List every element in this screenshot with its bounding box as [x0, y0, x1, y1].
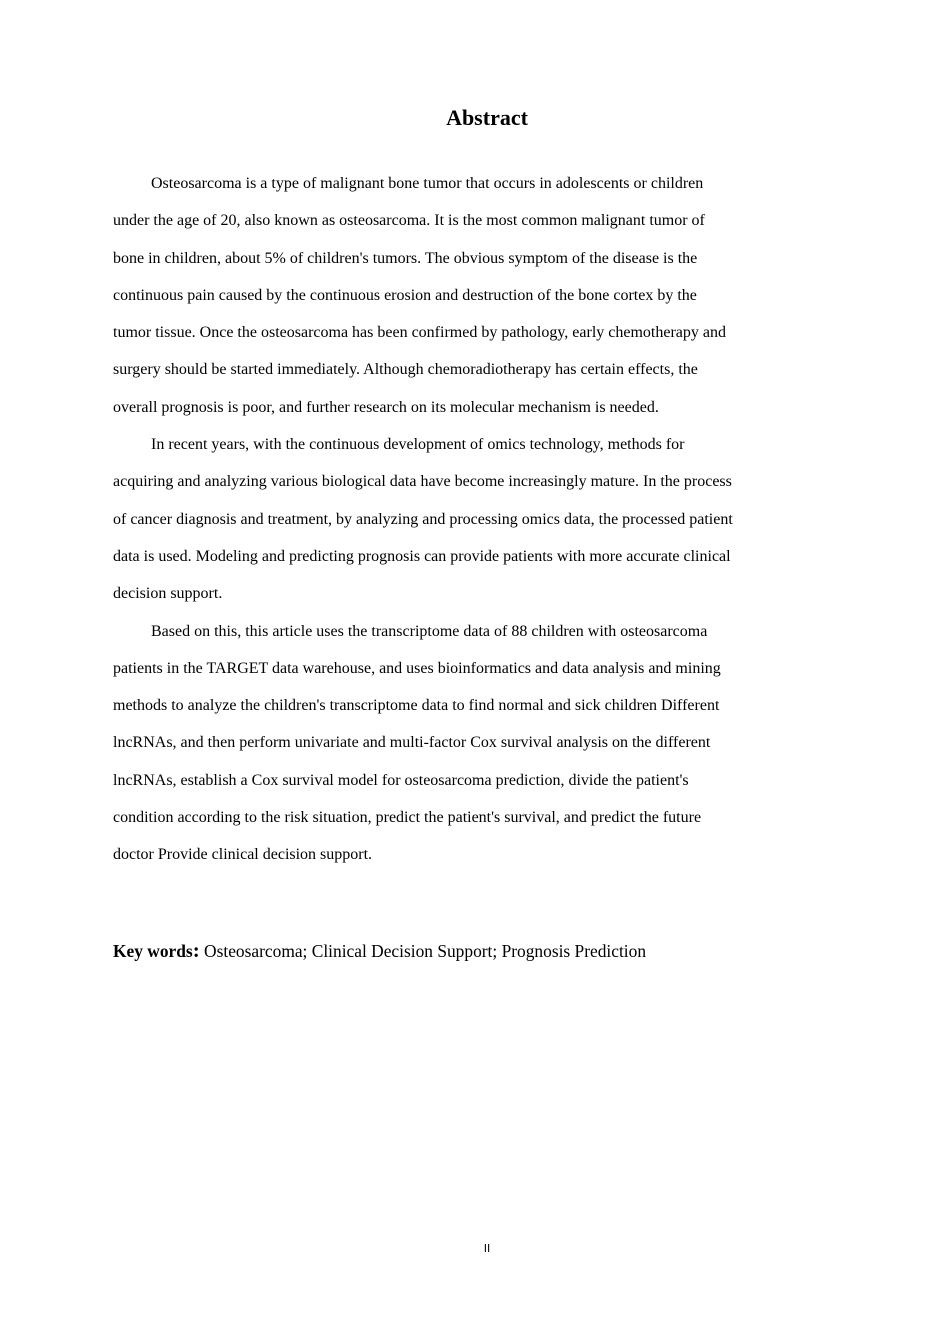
page-number: II [483, 1242, 491, 1255]
abstract-paragraph-2 [113, 436, 858, 622]
text-line: methods to analyze the children's transcriptome data to find normal and sick children Different [113, 697, 720, 715]
text-line: lncRNAs, establish a Cox survival model for osteosarcoma prediction, divide the patient's [113, 771, 689, 789]
text-line: Based on this, this article uses the transcriptome data of 88 children with osteosarcoma [151, 622, 708, 640]
abstract-paragraph-3 [113, 623, 858, 884]
text-line: continuous pain caused by the continuous erosion and destruction of the bone cortex by the [113, 286, 697, 304]
text-line: lncRNAs, and then perform univariate and multi-factor Cox survival analysis on the different [113, 734, 711, 752]
text-line: condition according to the risk situation, predict the patient's survival, and predict the future [113, 809, 702, 827]
text-line: data is used. Modeling and predicting prognosis can provide patients with more accurate clinical [113, 547, 731, 565]
text-line: Osteosarcoma is a type of malignant bone tumor that occurs in adolescents or children [151, 175, 704, 192]
keywords-colon: : [192, 938, 200, 962]
abstract-title: Abstract [446, 105, 528, 130]
text-line: doctor Provide clinical decision support. [113, 846, 373, 864]
text-line: of cancer diagnosis and treatment, by analyzing and processing omics data, the processed patient [113, 510, 733, 528]
text-line: surgery should be started immediately. Although chemoradiotherapy has certain effects, the [113, 361, 698, 379]
keywords-label: Key words [113, 941, 193, 961]
text-line: under the age of 20, also known as osteosarcoma. It is the most common malignant tumor of [113, 212, 705, 230]
keywords-line [113, 934, 646, 967]
text-line: bone in children, about 5% of children's tumors. The obvious symptom of the disease is the [113, 249, 698, 267]
text-line: decision support. [113, 585, 223, 603]
text-line: In recent years, with the continuous development of omics technology, methods for [151, 436, 685, 454]
text-line: acquiring and analyzing various biological data have become increasingly mature. In the process [113, 473, 732, 491]
text-line: overall prognosis is poor, and further research on its molecular mechanism is needed. [113, 398, 659, 416]
abstract-body [113, 175, 858, 884]
abstract-paragraph-1 [113, 175, 858, 436]
keywords-value: Osteosarcoma; Clinical Decision Support; Prognosis Prediction [199, 941, 647, 961]
text-line: patients in the TARGET data warehouse, and uses bioinformatics and data analysis and mining [113, 659, 721, 677]
text-line: tumor tissue. Once the osteosarcoma has been confirmed by pathology, early chemotherapy and [113, 324, 726, 342]
